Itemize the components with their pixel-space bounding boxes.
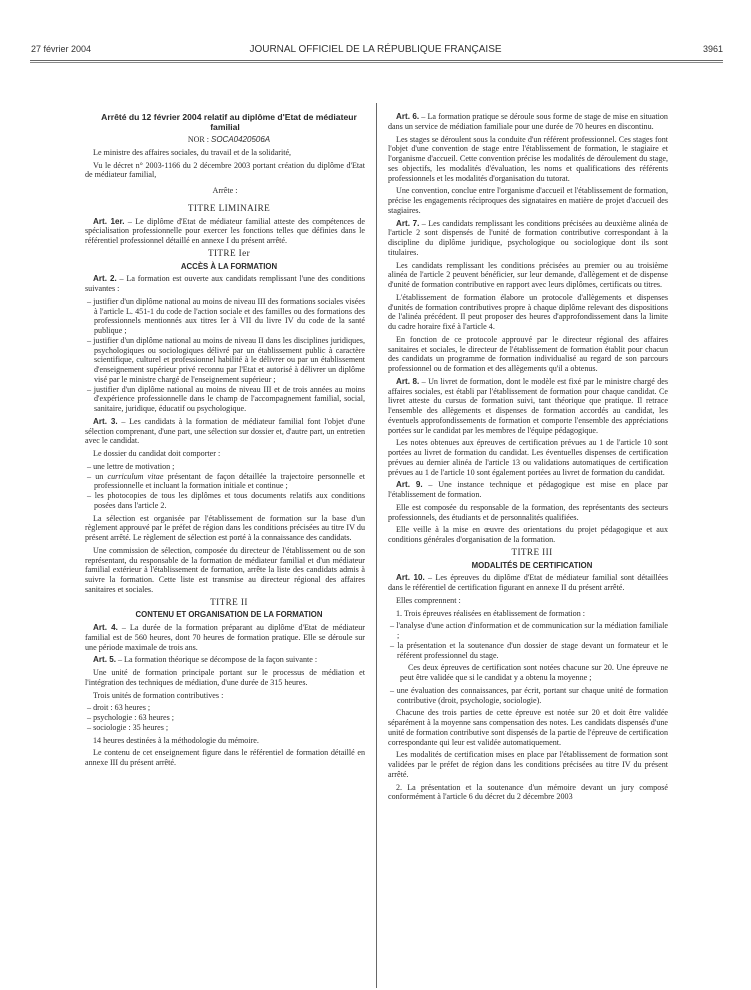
nor-label: NOR : bbox=[187, 135, 209, 144]
article-2-text: – La formation est ouverte aux candidats remplissant l'une des conditions suivantes : bbox=[85, 274, 365, 293]
right-column bbox=[388, 112, 668, 805]
titre-1-subheading: ACCÈS À LA FORMATION bbox=[180, 261, 278, 271]
article-6-label: Art. 6. bbox=[396, 112, 420, 121]
article-10-paragraph-7: 2. La présentation et la soutenance d'un mémoire devant un jury composé conformément à l'article 6 du décret du 2 décembre 2003 bbox=[388, 782, 668, 802]
article-10-paragraph-4: Ces deux épreuves de certification sont notées chacune sur 20. Une épreuve ne peut être validée que si le candidat y a obtenu la moyenne ; bbox=[400, 663, 668, 682]
header-journal-title: JOURNAL OFFICIEL DE LA RÉPUBLIQUE FRANÇAISE bbox=[249, 44, 502, 55]
list-item-prefix: – un bbox=[87, 471, 108, 481]
article-3-dossier: Le dossier du candidat doit comporter : bbox=[93, 449, 221, 458]
article-10-text: – Les épreuves du diplôme d'Etat de médiateur familial sont détaillées dans le référentiel de certification figurant en annexe II du présent arrêté. bbox=[388, 573, 668, 592]
article-5-paragraph-4: Le contenu de cet enseignement figure dans le référentiel de formation détaillé en annexe III du présent arrêté. bbox=[85, 748, 365, 767]
vu-paragraph: Vu le décret n° 2003-1166 du 2 décembre 2003 portant création du diplôme d'Etat de médiateur familial, bbox=[85, 160, 365, 180]
article-5 bbox=[85, 655, 365, 665]
article-5-list bbox=[85, 703, 365, 732]
article-6-paragraph-2: Les stages se déroulent sous la conduite d'un référent professionnel. Ces stages font l'objet d'une convention de stage entre l'établissement de formation, le stagiaire et l'organisme d'accueil. Cette convention précise les modalités de déroulement du stage, ses objectifs, les modalités d'évaluation, les noms et qualifications des référents professionnels et les modalités d'organisation du tutorat. bbox=[388, 134, 668, 183]
article-4-label: Art. 4. bbox=[93, 623, 118, 632]
article-2 bbox=[85, 274, 365, 294]
article-4 bbox=[85, 623, 365, 652]
list-item: – les photocopies de tous les diplômes et tous documents relatifs aux conditions posées dans l'article 2. bbox=[87, 491, 365, 510]
nor-reference bbox=[85, 135, 365, 145]
titre-2-subheading: CONTENU ET ORGANISATION DE LA FORMATION bbox=[135, 610, 323, 620]
article-7-text: – Les candidats remplissant les conditions précisées au deuxième alinéa de l'article 2 sont dispensés de l'unité de formation contributive correspondant à la discipline du diplôme juridique, psychologique ou sociologique dont ils sont titulaires. bbox=[388, 218, 668, 257]
article-2-label: Art. 2. bbox=[93, 274, 117, 284]
article-3 bbox=[85, 417, 365, 446]
article-7-paragraph-2: Les candidats remplissant les conditions précisées au premier ou au troisième alinéa de l'article 2 peuvent bénéficier, sur leur demande, d'allègement et de dispense d'unité de formation contributive en rapport avec leurs diplômes, certificats ou titres. bbox=[388, 260, 668, 289]
decree-title: Arrêté du 12 février 2004 relatif au diplôme d'Etat de médiateur familial bbox=[101, 112, 357, 132]
article-4-text: – La durée de la formation préparant au diplôme d'Etat de médiateur familial est de 560 heures, dont 70 heures de formation pratique. Elle se déroule sur une période maximale de trois ans. bbox=[85, 623, 365, 652]
list-item: – la présentation et la soutenance d'un dossier de stage devant un formateur et le référent professionnel du stage. bbox=[390, 640, 668, 660]
intro-paragraph: Le ministre des affaires sociales, du travail et de la solidarité, bbox=[93, 147, 292, 157]
article-3-paragraph-2: La sélection est organisée par l'établissement de formation sur la base d'un règlement approuvé par le préfet de région dans les conditions précisées au titre IV du présent arrêté. Le règlement de sélection est porté à la connaissance des candidats. bbox=[85, 513, 365, 542]
titre-3-heading: TITRE III bbox=[511, 546, 553, 557]
header-date: 27 février 2004 bbox=[31, 44, 92, 54]
article-7 bbox=[388, 219, 668, 258]
article-5-label: Art. 5. bbox=[93, 655, 116, 665]
article-8 bbox=[388, 377, 668, 436]
article-5-text: – La formation théorique se décompose de la façon suivante : bbox=[115, 655, 318, 665]
list-item: – une évaluation des connaissances, par écrit, portant sur chaque unité de formation contributive (droit, psychologie, sociologie). bbox=[390, 685, 668, 705]
article-10-list-2 bbox=[388, 686, 668, 706]
list-item: – droit : 63 heures ; bbox=[87, 703, 151, 713]
list-item: – psychologie : 63 heures ; bbox=[87, 713, 174, 722]
list-item: – justifier d'un diplôme national au moins de niveau III et de trois années au moins d'expérience professionnelle dans le champ de l'accompagnement familial, social, sanitaire, juridique, éducatif ou psychologique. bbox=[87, 384, 365, 413]
list-item: – justifier d'un diplôme national au moins de niveau II dans les disciplines juridiques, psychologiques ou sociologiques délivré par un établissement public à caractère scientifique, culturel et professionnel habilité à le délivrer ou par un établissement d'enseignement supérieur privé reconnu par l'Etat et autorisé à délivrer un diplôme visé par le ministre chargé de l'enseignement supérieur ; bbox=[87, 335, 365, 384]
article-2-list bbox=[85, 297, 365, 414]
article-3-label: Art. 3. bbox=[93, 416, 118, 426]
article-9-text: – Une instance technique et pédagogique est mise en place par l'établissement de formation. bbox=[388, 480, 668, 499]
article-3-text: – Les candidats à la formation de médiateur familial font l'objet d'une sélection comprenant, d'une part, une sélection sur dossier et, d'autre part, un entretien avec le candidat. bbox=[85, 416, 365, 446]
article-8-text: – Un livret de formation, dont le modèle est fixé par le ministre chargé des affaires sociales, est établi par l'établissement de formation pour chaque candidat. Ce livret atteste du cursus de formation suivi, tant théorique que pratique. Il retrace l'ensemble des allègements et dispenses de formation accordés au candidat, les éventuels approfondissements de formation et comporte l'ensemble des appréciations portées sur le candidat par les membres de l'équipe pédagogique. bbox=[388, 376, 668, 435]
list-item bbox=[85, 472, 365, 492]
article-9 bbox=[388, 480, 668, 500]
titre-3-subheading: MODALITÉS DE CERTIFICATION bbox=[471, 560, 593, 570]
article-9-paragraph-3: Elle veille à la mise en œuvre des orientations du projet pédagogique et aux conditions générales d'organisation de la formation. bbox=[388, 525, 668, 544]
article-1-text: – Le diplôme d'Etat de médiateur familial atteste des compétences de spécialisation professionnelle pour exercer les fonctions telles que définies dans le référentiel professionnel détaillé en annexe I du présent arrêté. bbox=[85, 216, 365, 245]
curriculum-vitae-term: curriculum vitae bbox=[107, 471, 164, 481]
article-8-label: Art. 8. bbox=[396, 376, 420, 386]
column-divider bbox=[376, 103, 377, 988]
article-10-label: Art. 10. bbox=[396, 573, 425, 583]
article-9-paragraph-2: Elle est composée du responsable de la formation, des représentants des secteurs professionnels, des étudiants et de personnalités qualifiées. bbox=[388, 502, 668, 522]
article-5-paragraph-1: Une unité de formation principale portant sur le processus de médiation et l'intégration des techniques de médiation, d'une durée de 315 heures. bbox=[85, 668, 365, 687]
article-1-label: Art. 1er. bbox=[93, 216, 125, 226]
article-3-paragraph-3: Une commission de sélection, composée du directeur de l'établissement ou de son représentant, du responsable de la formation de médiateur familial et d'un médiateur familial extérieur à l'établissement de formation, arrête la liste des candidats admis à suivre la formation. Cette liste est transmise au directeur régional des affaires sanitaires et sociales. bbox=[85, 545, 365, 594]
article-3-list bbox=[85, 462, 365, 511]
article-6-text: – La formation pratique se déroule sous forme de stage de mise en situation dans un service de médiation familiale pour une durée de 70 heures en discontinu. bbox=[388, 112, 668, 131]
page-header bbox=[0, 44, 751, 58]
header-rule bbox=[30, 60, 723, 63]
titre-liminaire-heading: TITRE LIMINAIRE bbox=[187, 202, 271, 213]
list-item: – sociologie : 35 heures ; bbox=[87, 722, 169, 732]
article-6 bbox=[388, 112, 668, 132]
article-10-paragraph-6: Les modalités de certification mises en place par l'établissement de formation sont validées par le préfet de région dans les conditions précisées au titre IV du présent arrêté. bbox=[388, 750, 668, 779]
titre-1-heading: TITRE Ier bbox=[207, 247, 251, 258]
header-page-number: 3961 bbox=[702, 44, 723, 54]
nor-code: SOCA0420506A bbox=[210, 135, 271, 144]
article-10-list bbox=[388, 621, 668, 660]
article-9-label: Art. 9. bbox=[396, 480, 423, 490]
titre-2-heading: TITRE II bbox=[210, 596, 248, 607]
list-item: – l'analyse d'une action d'information et de communication sur la médiation familiale ; bbox=[390, 621, 668, 640]
article-10 bbox=[388, 573, 668, 593]
arrete-heading: Arrête : bbox=[212, 186, 238, 195]
article-5-paragraph-3: 14 heures destinées à la méthodologie du mémoire. bbox=[93, 735, 259, 745]
list-item-suffix: présentant de façon détaillée la trajectoire personnelle et professionnelle et incluant la formation initiale et continue ; bbox=[94, 471, 366, 491]
article-6-paragraph-3: Une convention, conclue entre l'organisme d'accueil et l'établissement de formation, précise les engagements réciproques des signataires en matière de projet d'accueil des stagiaires. bbox=[388, 186, 668, 215]
article-10-paragraph-2: Elles comprennent : bbox=[396, 595, 461, 605]
article-1 bbox=[85, 217, 365, 246]
article-7-paragraph-3: L'établissement de formation élabore un protocole d'allègements et dispenses d'unités de formation contributives propre à chaque diplôme relevant des dispositions de l'alinéa précédent. Il peut proposer des heures d'approfondissement dans la limite du cadre horaire fixé à l'article 4. bbox=[388, 292, 668, 331]
list-item: – une lettre de motivation ; bbox=[87, 461, 175, 471]
article-5-paragraph-2: Trois unités de formation contributives : bbox=[93, 690, 224, 700]
left-column bbox=[85, 112, 365, 771]
article-10-paragraph-3: 1. Trois épreuves réalisées en établissement de formation : bbox=[396, 608, 586, 618]
article-8-paragraph-2: Les notes obtenues aux épreuves de certification prévues au 1 de l'article 10 sont portées au livret de formation du candidat. Les éventuelles dispenses de certification prévues au dernier alinéa de l'article 13 ou validations automatiques de certification prévues au 1 de l'article 10 sont également portées au livret de formation du candidat. bbox=[388, 438, 668, 477]
list-item: – justifier d'un diplôme national au moins de niveau III des formations sociales visées à l'article L. 451-1 du code de l'action sociale et des familles ou des formations des professionnels mentionnés aux titres Ier à VII du livre IV du code de la santé publique ; bbox=[87, 296, 365, 335]
article-7-label: Art. 7. bbox=[396, 218, 420, 228]
article-7-paragraph-4: En fonction de ce protocole approuvé par le directeur régional des affaires sanitaires et sociales, le directeur de l'établissement de formation établit pour chacun des candidats un programme de formation individualisé au regard de son parcours professionnel ou de formation et des allègements qu'il a obtenus. bbox=[388, 334, 668, 373]
article-10-paragraph-5: Chacune des trois parties de cette épreuve est notée sur 20 et doit être validée séparément à la moyenne sans compensation des notes. Les candidats dispensés d'une unité de formation contributive sont dispensés de la partie de l'épreuve de certification correspondante qui leur est validée automatiquement. bbox=[388, 708, 668, 747]
